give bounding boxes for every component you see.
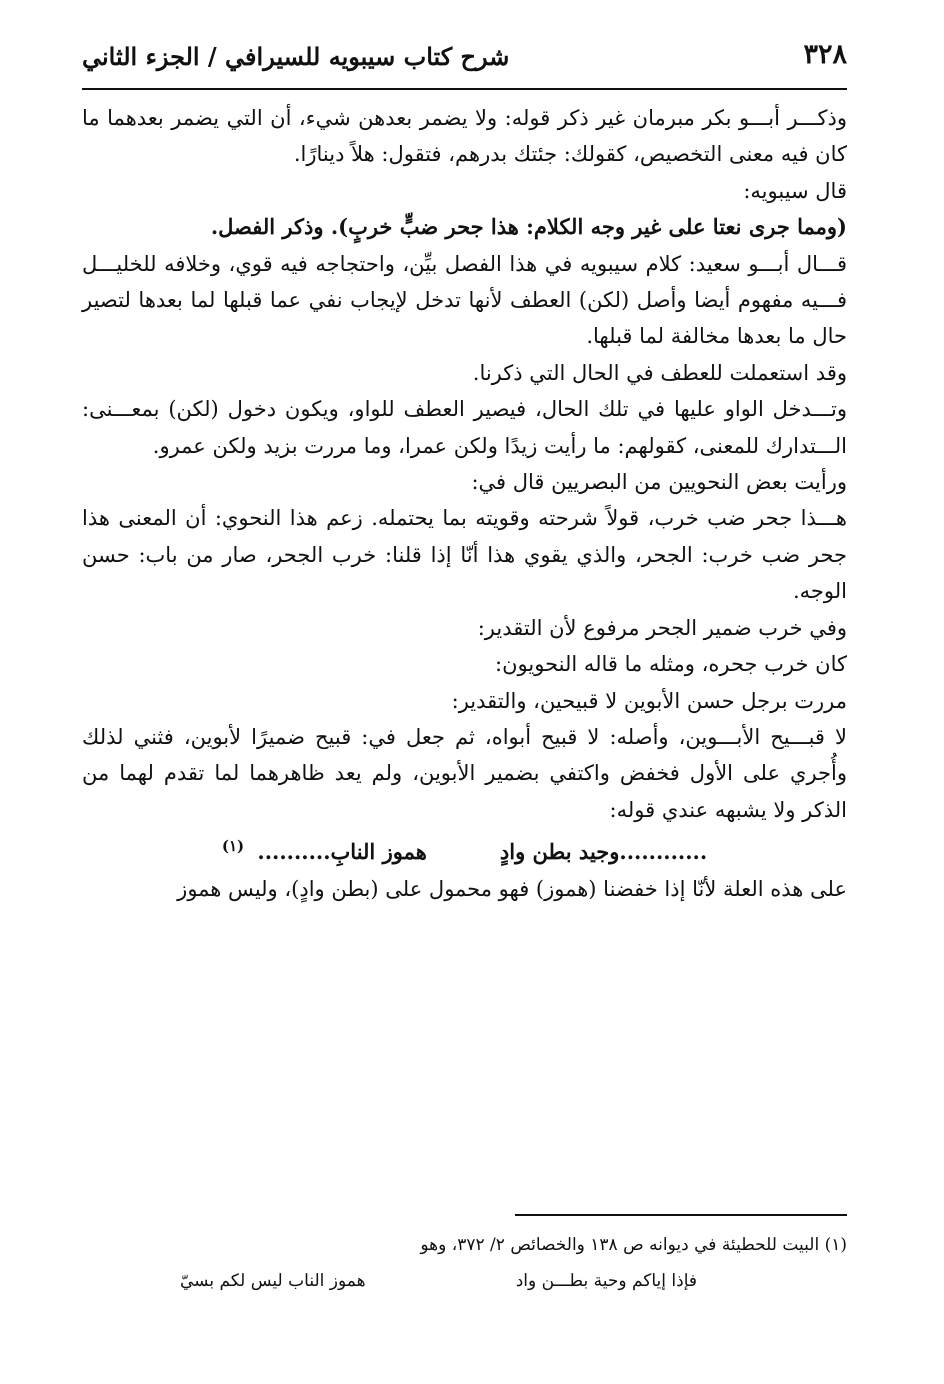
verse-hemistich-2: هموز النابِ.......... <box>257 839 427 865</box>
paragraph-2: قال سيبويه: <box>743 178 847 203</box>
paragraph-10: كان خرب جحره، ومثله ما قاله النحويون: <box>495 652 847 677</box>
quoted-verse-line <box>82 828 847 870</box>
paragraph-5: وقد استعملت للعطف في الحال التي ذكرنا. <box>472 360 847 385</box>
paragraph-13: على هذه العلة لأنّا إذا خفضنا (هموز) فهو محمول على (بطن وادٍ)، وليس هموز <box>177 876 847 901</box>
footnotes <box>150 1230 847 1300</box>
header-rule <box>82 88 847 90</box>
footnote-separator <box>515 1214 847 1216</box>
page-number: ٣٢٨ <box>803 39 847 70</box>
footnote-verse-hemistich-1: فإذا إياكم وحية بطـــن واد <box>515 1271 697 1291</box>
page-header <box>82 34 847 86</box>
footnote-verse <box>150 1266 847 1300</box>
paragraph-9: وفي خرب ضمير الجحر مرفوع لأن التقدير: <box>477 615 847 640</box>
verse-hemistich-1: ............وجيد بطن وادٍ <box>499 839 708 865</box>
paragraph-12: لا قبـــيح الأبـــوين، وأصله: لا قبيح أبواه، ثم جعل في: قبيح ضميرًا لأبوين، فثني لذلك وأُجري على الأول فخفض واكتفي بضمير الأبوين، ولم يعد ظاهرهما لما تقدم لهما من الذكر ولا يشبهه عندي قوله: <box>82 724 847 822</box>
paragraph-4: قـــال أبـــو سعيد: كلام سيبويه في هذا الفصل بيِّن، واحتجاجه فيه قوي، وخلافه للخليـــل فـــيه مفهوم أيضا وأصل (لكن) العطف لأنها تدخل لإيجاب نفي عما قبلها لما بعدها لتصير حال ما بعدها مخالفة لما قبلها. <box>82 251 847 349</box>
paragraph-6: وتـــدخل الواو عليها في تلك الحال، فيصير العطف للواو، ويكون دخول (لكن) بمعـــنى: الـــتدارك للمعنى، كقولهم: ما رأيت زيدًا ولكن عمرا، وما مررت بزيد ولكن عمرو. <box>82 397 847 458</box>
paragraph-7: ورأيت بعض النحويين من البصريين قال في: <box>471 470 847 495</box>
paragraph-11: مررت برجل حسن الأبوين لا قبيحين، والتقدير: <box>451 688 847 713</box>
main-text <box>82 100 847 907</box>
running-title: شرح كتاب سيبويه للسيرافي / الجزء الثاني <box>82 42 510 71</box>
paragraph-8: هـــذا جحر ضب خرب، قولاً شرحته وقويته بما يحتمله. زعم هذا النحوي: أن المعنى هذا جحر ضب خرب: الجحر، والذي يقوي هذا أنّا إذا قلنا: خرب الجحر، صار من باب: حسن الوجه. <box>82 506 848 604</box>
paragraph-1: وذكـــر أبـــو بكر مبرمان غير ذكر قوله: ولا يضمر بعدهن شيء، أن التي يضمر بعدهما ما كان فيه معنى التخصيص، كقولك: جئتك بدرهم، فتقول: هلاً دينارًا. <box>82 106 847 167</box>
footnote-verse-hemistich-2: هموز الناب ليس لكم بسيّ <box>180 1271 366 1291</box>
paragraph-3-quote: (ومما جرى نعتا على غير وجه الكلام: هذا جحر ضبٍّ خربٍ). وذكر الفصل. <box>210 214 847 240</box>
footnote-reference: (١) <box>221 837 245 856</box>
footnote-1: (١) البيت للحطيئة في ديوانه ص ١٣٨ والخصائص ٢/ ٣٧٢، وهو <box>420 1235 847 1255</box>
